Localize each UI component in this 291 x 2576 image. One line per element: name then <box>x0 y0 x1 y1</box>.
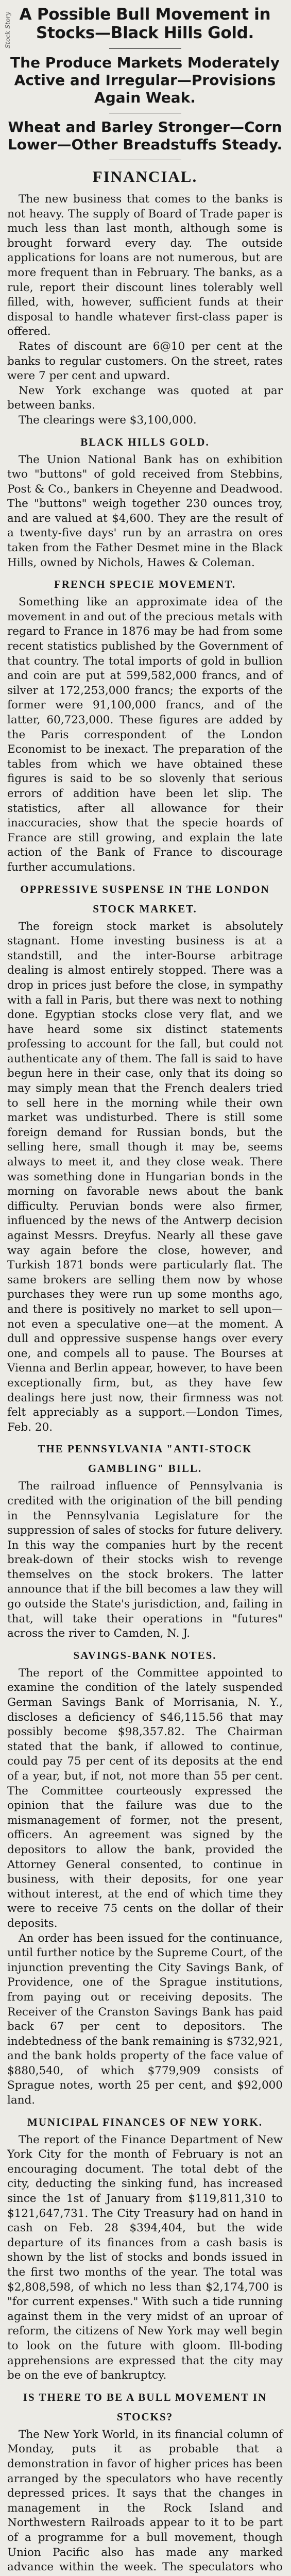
divider-rule <box>109 48 181 49</box>
deck-produce-markets: The Produce Markets Moderately Active and Irregular—Provisions Again Weak. <box>10 54 280 106</box>
deck-wheat-barley: Wheat and Barley Stronger—Corn Lower—Other Breadstuffs Steady. <box>7 118 283 153</box>
subhead-london-stock-market: OPPRESSIVE SUSPENSE IN THE LONDON STOCK MARKET. <box>20 883 270 915</box>
subhead-bull-movement: IS THERE TO BE A BULL MOVEMENT IN STOCKS? <box>23 2391 267 2423</box>
paragraph: An order has been issued for the continuance, until further notice by the Supreme Court, of the injunction preventing the City Savings Bank, of Providence, one of the Sprague institutions, from paying out or receiving deposits. The Receiver of the Cranston Savings Bank has paid back 67 per cent to depositors. The indebtedness of the bank remaining is $732,921, and the bank holds property of the face value of $880,540, of which $779,909 consists of Sprague notes, worth 25 per cent, and $92,000 land. <box>7 1931 283 2107</box>
subhead-black-hills-gold: BLACK HILLS GOLD. <box>80 435 210 448</box>
subhead-savings-bank-notes: SAVINGS-BANK NOTES. <box>73 1649 217 1662</box>
paragraph: The new business that comes to the banks is not heavy. The supply of Board of Trade paper is much less than last month, although some is brought forward every day. The outside applications for loans are not numerous, but are more frequent than in February. The banks, as a rule, report their discount lines tolerably well filled, with, however, sufficient funds at their disposal to handle whatever first-class paper is offered. <box>7 193 283 338</box>
margin-handwritten-note: Stock Story <box>4 12 11 48</box>
subhead-municipal-finances: MUNICIPAL FINANCES OF NEW YORK. <box>27 2115 263 2128</box>
paragraph: The report of the Finance Department of New York City for the month of February is not an encouraging document. The total debt of the city, deducting the sinking fund, has increased since the 1st of January from $119,811,310 to $121,647,731. The City Treasury had on hand in cash on Feb. 28 $394,404, but the wide departure of its finances from a cash basis is shown by the list of stocks and bonds issued in the first two months of the year. The total was $2,808,598, of which no less than $2,174,700 is "for current expenses." With such a tide running against them in the very midst of an uproar of reform, the citizens of New York may well begin to look on the future with gloom. Ill-boding apprehensions are expressed that the city may be on the eve of bankruptcy. <box>7 2133 283 2382</box>
paragraph: Rates of discount are 6@10 per cent at the banks to regular customers. On the street, rates were 7 per cent and upward. <box>7 340 283 383</box>
paragraph: The foreign stock market is absolutely stagnant. Home investing business is at a standstill, and the inter-Bourse arbitrage dealing is almost entirely stopped. There was a drop in prices just before the close, in sympathy with a fall in Paris, but there was next to nothing done. Egyptian stocks close very flat, and we have heard some six distinct statements professing to account for the fall, but could not authenticate any of them. The fall is said to have begun here in their case, only that its doing so may simply mean that the French dealers tried to sell here in the morning while their own market was undisturbed. There is still some foreign demand for Russian bonds, but the selling here, small though it may be, seems always to meet it, and they close weak. There was something done in Hungarian bonds in the morning on favorable news about the bank difficulty. Peruvian bonds were also firmer, influenced by the news of the Antwerp decision against Messrs. Dreyfus. Nearly all these gave way again before the close, however, and Turkish 1871 bonds were particularly flat. The same brokers are selling them now by whose purchases they were run up some months ago, and there is positively no market to sell upon—not even a speculative one—at the moment. A dull and oppressive suspense hangs over every one, and compels all to pause. The Bourses at Vienna and Berlin appear, however, to have been exceptionally firm, but, as they have few dealings here just now, their firmness was not felt appreciably as a support.—London Times, Feb. 20. <box>7 920 283 1434</box>
subhead-french-specie: FRENCH SPECIE MOVEMENT. <box>54 578 236 591</box>
subhead-pennsylvania-bill: THE PENNSYLVANIA "ANTI-STOCK GAMBLING" BILL. <box>38 1443 252 1475</box>
paragraph: The Union National Bank has on exhibition two "buttons" of gold received from Stebbins, Post & Co., bankers in Cheyenne and Deadwood. The "buttons" weigh together 230 ounces troy, and are valued at $4,600. They are the result of a twenty-five days' run by an arrastra on ores taken from the Father Desmet mine in the Black Hills, owned by Nichols, Hawes & Coleman. <box>7 453 283 569</box>
paragraph: New York exchange was quoted at par between banks. <box>7 384 283 412</box>
paragraph: The railroad influence of Pennsylvania is credited with the origination of the bill pending in the Pennsylvania Legislature for the suppression of sales of stocks for future delivery. In this way the companies hurt by the recent break-down of their stocks wish to revenge themselves on the stock brokers. The latter announce that if the bill becomes a law they will go outside the State's jurisdiction, and, failing in that, will take their operations in "futures" across the river to Camden, N. J. <box>7 1480 283 1640</box>
financial-intro <box>7 192 283 428</box>
paragraph: The New York World, in its financial column of Monday, puts it as probable that a demonstration in favor of higher prices has been arranged by the speculators who have recently depressed prices. It says that the changes in management in the Rock Island and Northwestern Railroads appear to it to be part of a programme for a bull movement, though Union Pacific also has made any marked advance within the week. The speculators who <box>7 2428 283 2574</box>
headline: A Possible Bull Movement in Stocks—Black Hills Gold. <box>19 5 271 42</box>
paragraph: The report of the Committee appointed to examine the condition of the lately suspended German Savings Bank of Morrisania, N. Y., discloses a deficiency of $46,115.56 that may possibly become $98,357.82. The Chairman stated that the bank, if allowed to continue, could pay 75 per cent of its deposits at the end of a year, but, if not, not more than 55 per cent. The Committee courteously expressed the opinion that the failure was due to the mismanagement of former, not the present, officers. An agreement was signed by the depositors to allow the bank, provided the Attorney General consented, to continue in business, with their deposits, for one year without interest, at the end of which time they were to receive 75 cents on the dollar of their deposits. <box>7 1666 283 1930</box>
paragraph: The clearings were $3,100,000. <box>19 413 197 427</box>
section-title-financial: FINANCIAL. <box>92 167 198 185</box>
paragraph: Something like an approximate idea of the movement in and out of the precious metals with regard to France in 1876 may be had from some recent statistics published by the Government of that country. The total imports of gold in bullion and coin are put at 599,582,000 francs, and of silver at 172,253,000 francs; the exports of the former were 91,100,000 francs, and of the latter, 60,723,000. These figures are added by the Paris correspondent of the London Economist to be inexact. The preparation of the tables from which we have obtained these figures is said to be so slovenly that serious errors of addition have been let slip. The statistics, after all allowance for their inaccuracies, show that the specie hoards of France are still growing, and explain the late action of the Bank of France to discourage further accumulations. <box>7 596 283 874</box>
